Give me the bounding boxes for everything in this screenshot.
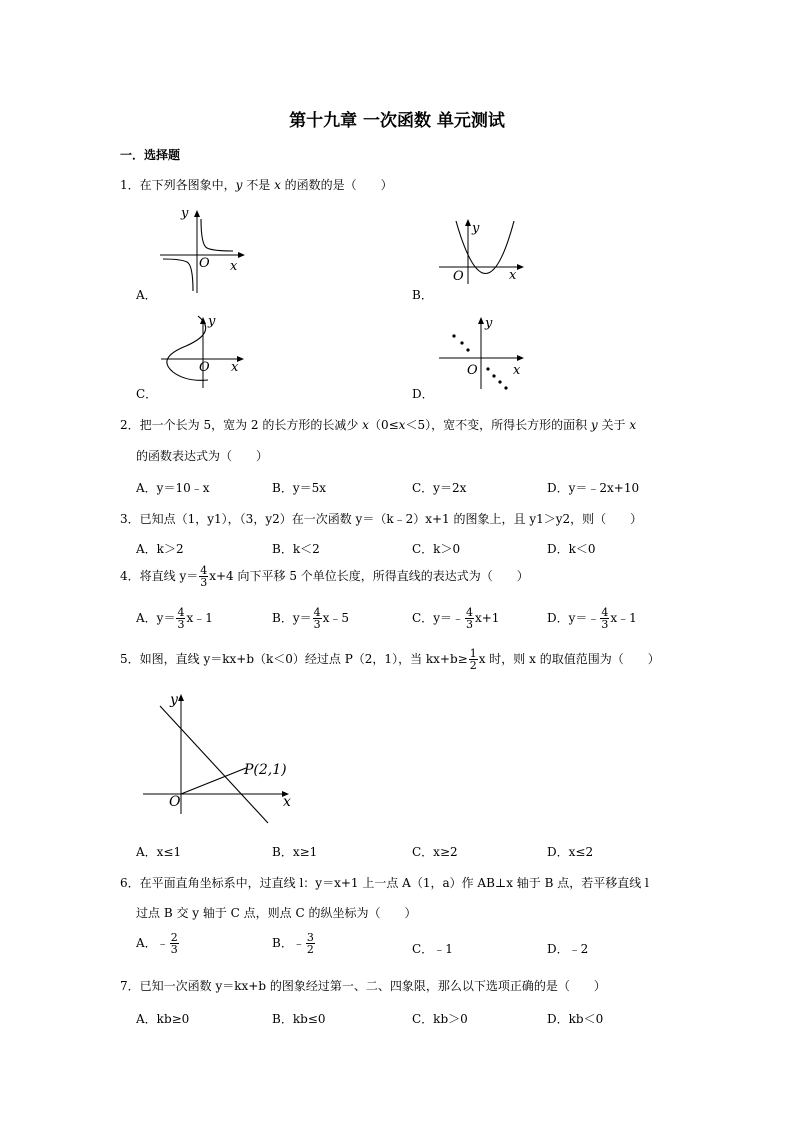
q2-text-h: x <box>629 418 637 432</box>
q5-stem-b: x 时，则 x 的取值范围为（ ） <box>478 652 660 666</box>
q3-option-c[interactable]: C．k＞0 <box>412 542 461 556</box>
q4c-label: C． <box>412 611 434 625</box>
question-2-line1 <box>120 416 636 433</box>
q2-option-c[interactable]: C．y＝2x <box>412 481 467 495</box>
q1-graph-d <box>436 314 536 396</box>
q2-text-a: 2．把一个长为 5，宽为 2 的长方形的长减少 <box>120 418 363 432</box>
q3-option-b[interactable]: B．k＜2 <box>272 542 320 556</box>
q4-option-b[interactable] <box>272 607 349 630</box>
q1-label-a: A． <box>136 288 157 302</box>
q6-option-c[interactable] <box>412 940 453 957</box>
q5-frac-den: 2 <box>469 659 477 672</box>
q5-axis-y: y <box>170 692 178 708</box>
q4d-label: D． <box>547 611 569 625</box>
q4-frac-den: 3 <box>200 576 208 589</box>
q1-var-y: y <box>235 178 243 192</box>
q4-frac-num: 4 <box>200 564 208 577</box>
q5-fraction <box>469 648 478 671</box>
q1-stem-prefix: 1．在下列各图象中， <box>120 178 236 192</box>
q4a-pre: y＝ <box>156 611 176 625</box>
q7-option-b[interactable]: B．kb≤0 <box>272 1012 326 1026</box>
q1-label-c: C． <box>136 387 158 401</box>
q3-option-d[interactable]: D．k＜0 <box>547 542 596 556</box>
q2-text-e: ＜5），宽不变，所得长方形的面积 <box>405 418 591 432</box>
question-1-stem <box>120 176 393 193</box>
q6d-label: D． <box>547 942 569 956</box>
q1c-origin: O <box>199 360 210 375</box>
q4b-frac <box>313 607 322 630</box>
q1a-axis-y: y <box>181 206 189 221</box>
q1d-axis-y: y <box>485 316 493 331</box>
q6-option-a[interactable] <box>136 932 180 955</box>
q5-option-c[interactable]: C．x≥2 <box>412 845 458 859</box>
q6b-den: 2 <box>306 943 314 956</box>
q4a-label: A． <box>136 611 157 625</box>
question-5-stem <box>120 648 660 671</box>
q1-label-d: D． <box>412 387 434 401</box>
page-title: 第十九章 一次函数 单元测试 <box>289 111 505 131</box>
q1c-axis-x: x <box>231 360 239 375</box>
q5-option-b[interactable]: B．x≥1 <box>272 845 318 859</box>
q5-stem-a: 5．如图，直线 y＝kx+b（k＜0）经过点 P（2，1），当 kx+b≥ <box>120 652 468 666</box>
q2-text-f: y <box>590 418 598 432</box>
section-heading: 一．选择题 <box>120 148 181 162</box>
q4-stem-a: 4．将直线 y＝ <box>120 569 199 583</box>
question-6-line1: 6．在平面直角坐标系中，过直线 l：y＝x+1 上一点 A（1，a）作 AB⊥x 轴于 B 点，若平移直线 l <box>120 876 649 890</box>
q6b-pre: ﹣ <box>292 936 305 950</box>
q1-graph-b <box>436 216 536 286</box>
q6-option-b[interactable] <box>272 932 316 955</box>
q6b-num: 3 <box>306 931 314 944</box>
q6a-frac <box>170 932 179 955</box>
q1-label-b: B． <box>412 288 433 302</box>
q4d-den: 3 <box>601 618 609 631</box>
q4d-pre: y＝﹣ <box>568 611 600 625</box>
q4-option-c[interactable] <box>412 607 499 630</box>
q4c-post: x+1 <box>474 611 500 625</box>
q4a-den: 3 <box>177 618 185 631</box>
q6b-label: B． <box>272 936 293 950</box>
q5-point-p: P(2,1) <box>244 762 287 778</box>
q4d-num: 4 <box>601 606 609 619</box>
q4b-den: 3 <box>313 618 321 631</box>
q4a-num: 4 <box>177 606 185 619</box>
q5-origin: O <box>169 794 181 810</box>
q7-option-d[interactable]: D．kb＜0 <box>547 1012 604 1026</box>
question-2-line2: 的函数表达式为（ ） <box>136 449 269 463</box>
q1d-axis-x: x <box>513 363 521 378</box>
q1-graph-a <box>155 205 255 297</box>
q6d-text: ﹣2 <box>568 942 589 956</box>
q6b-frac <box>306 932 315 955</box>
q1-var-x: x <box>274 178 281 192</box>
question-6-line2: 过点 B 交 y 轴于 C 点，则点 C 的纵坐标为（ ） <box>136 906 417 920</box>
q2-option-b[interactable]: B．y＝5x <box>272 481 327 495</box>
q5-option-a[interactable]: A．x≤1 <box>136 845 182 859</box>
q4c-num: 4 <box>465 606 473 619</box>
q5-option-d[interactable]: D．x≤2 <box>547 845 594 859</box>
q1-stem-suffix: 的函数的是（ ） <box>280 178 393 192</box>
q1d-origin: O <box>467 363 478 378</box>
q6c-text: ﹣1 <box>433 942 453 956</box>
q6c-label: C． <box>412 942 434 956</box>
q4-option-a[interactable] <box>136 607 213 630</box>
question-7-stem: 7．已知一次函数 y＝kx+b 的图象经过第一、二、四象限，那么以下选项正确的是（ ） <box>120 979 606 993</box>
q4b-post: x﹣5 <box>322 611 350 625</box>
q7-option-c[interactable]: C．kb＞0 <box>412 1012 468 1026</box>
q4c-frac <box>465 607 474 630</box>
q4b-label: B． <box>272 611 293 625</box>
q2-text-b: x <box>362 418 369 432</box>
q4-fraction <box>199 565 208 588</box>
q4a-post: x﹣1 <box>186 611 213 625</box>
q4d-frac <box>600 607 609 630</box>
q3-option-a[interactable]: A．k＞2 <box>136 542 184 556</box>
q1b-axis-y: y <box>472 221 480 236</box>
q4-stem-b: x+4 向下平移 5 个单位长度，所得直线的表达式为（ ） <box>209 569 529 583</box>
q4c-pre: y＝﹣ <box>433 611 464 625</box>
q1b-origin: O <box>453 269 464 284</box>
q6a-den: 3 <box>170 943 178 956</box>
q6a-pre: ﹣ <box>156 936 169 950</box>
q1-stem-mid: 不是 <box>242 178 275 192</box>
q5-graph <box>138 688 308 828</box>
q2-option-a[interactable]: A．y＝10﹣x <box>136 481 210 495</box>
q4d-post: x﹣1 <box>610 611 637 625</box>
q6-option-d[interactable] <box>547 940 588 957</box>
question-3-stem: 3．已知点（1，y1），（3，y2）在一次函数 y＝（k﹣2）x+1 的图象上，且 y1＞y2，则（ ） <box>120 512 643 526</box>
q7-option-a[interactable]: A．kb≥0 <box>136 1012 190 1026</box>
q4a-frac <box>176 607 185 630</box>
q2-text-c: （0≤ <box>368 418 399 432</box>
q6a-label: A． <box>136 936 157 950</box>
q4b-num: 4 <box>313 606 321 619</box>
q1b-axis-x: x <box>509 268 517 283</box>
q5-frac-num: 1 <box>469 647 477 660</box>
q2-text-g: 关于 <box>597 418 630 432</box>
q1a-origin: O <box>199 256 210 271</box>
q4c-den: 3 <box>465 618 473 631</box>
q2-text-d: x <box>398 418 406 432</box>
q1-graph-c <box>158 310 258 390</box>
q1a-axis-x: x <box>230 259 238 274</box>
q1c-axis-y: y <box>208 314 216 329</box>
q6a-num: 2 <box>170 931 178 944</box>
q5-axis-x: x <box>283 794 291 810</box>
q4-option-d[interactable] <box>547 607 637 630</box>
q2-option-d[interactable]: D．y＝﹣2x+10 <box>547 481 640 495</box>
q4b-pre: y＝ <box>292 611 312 625</box>
question-4-stem <box>120 565 529 588</box>
